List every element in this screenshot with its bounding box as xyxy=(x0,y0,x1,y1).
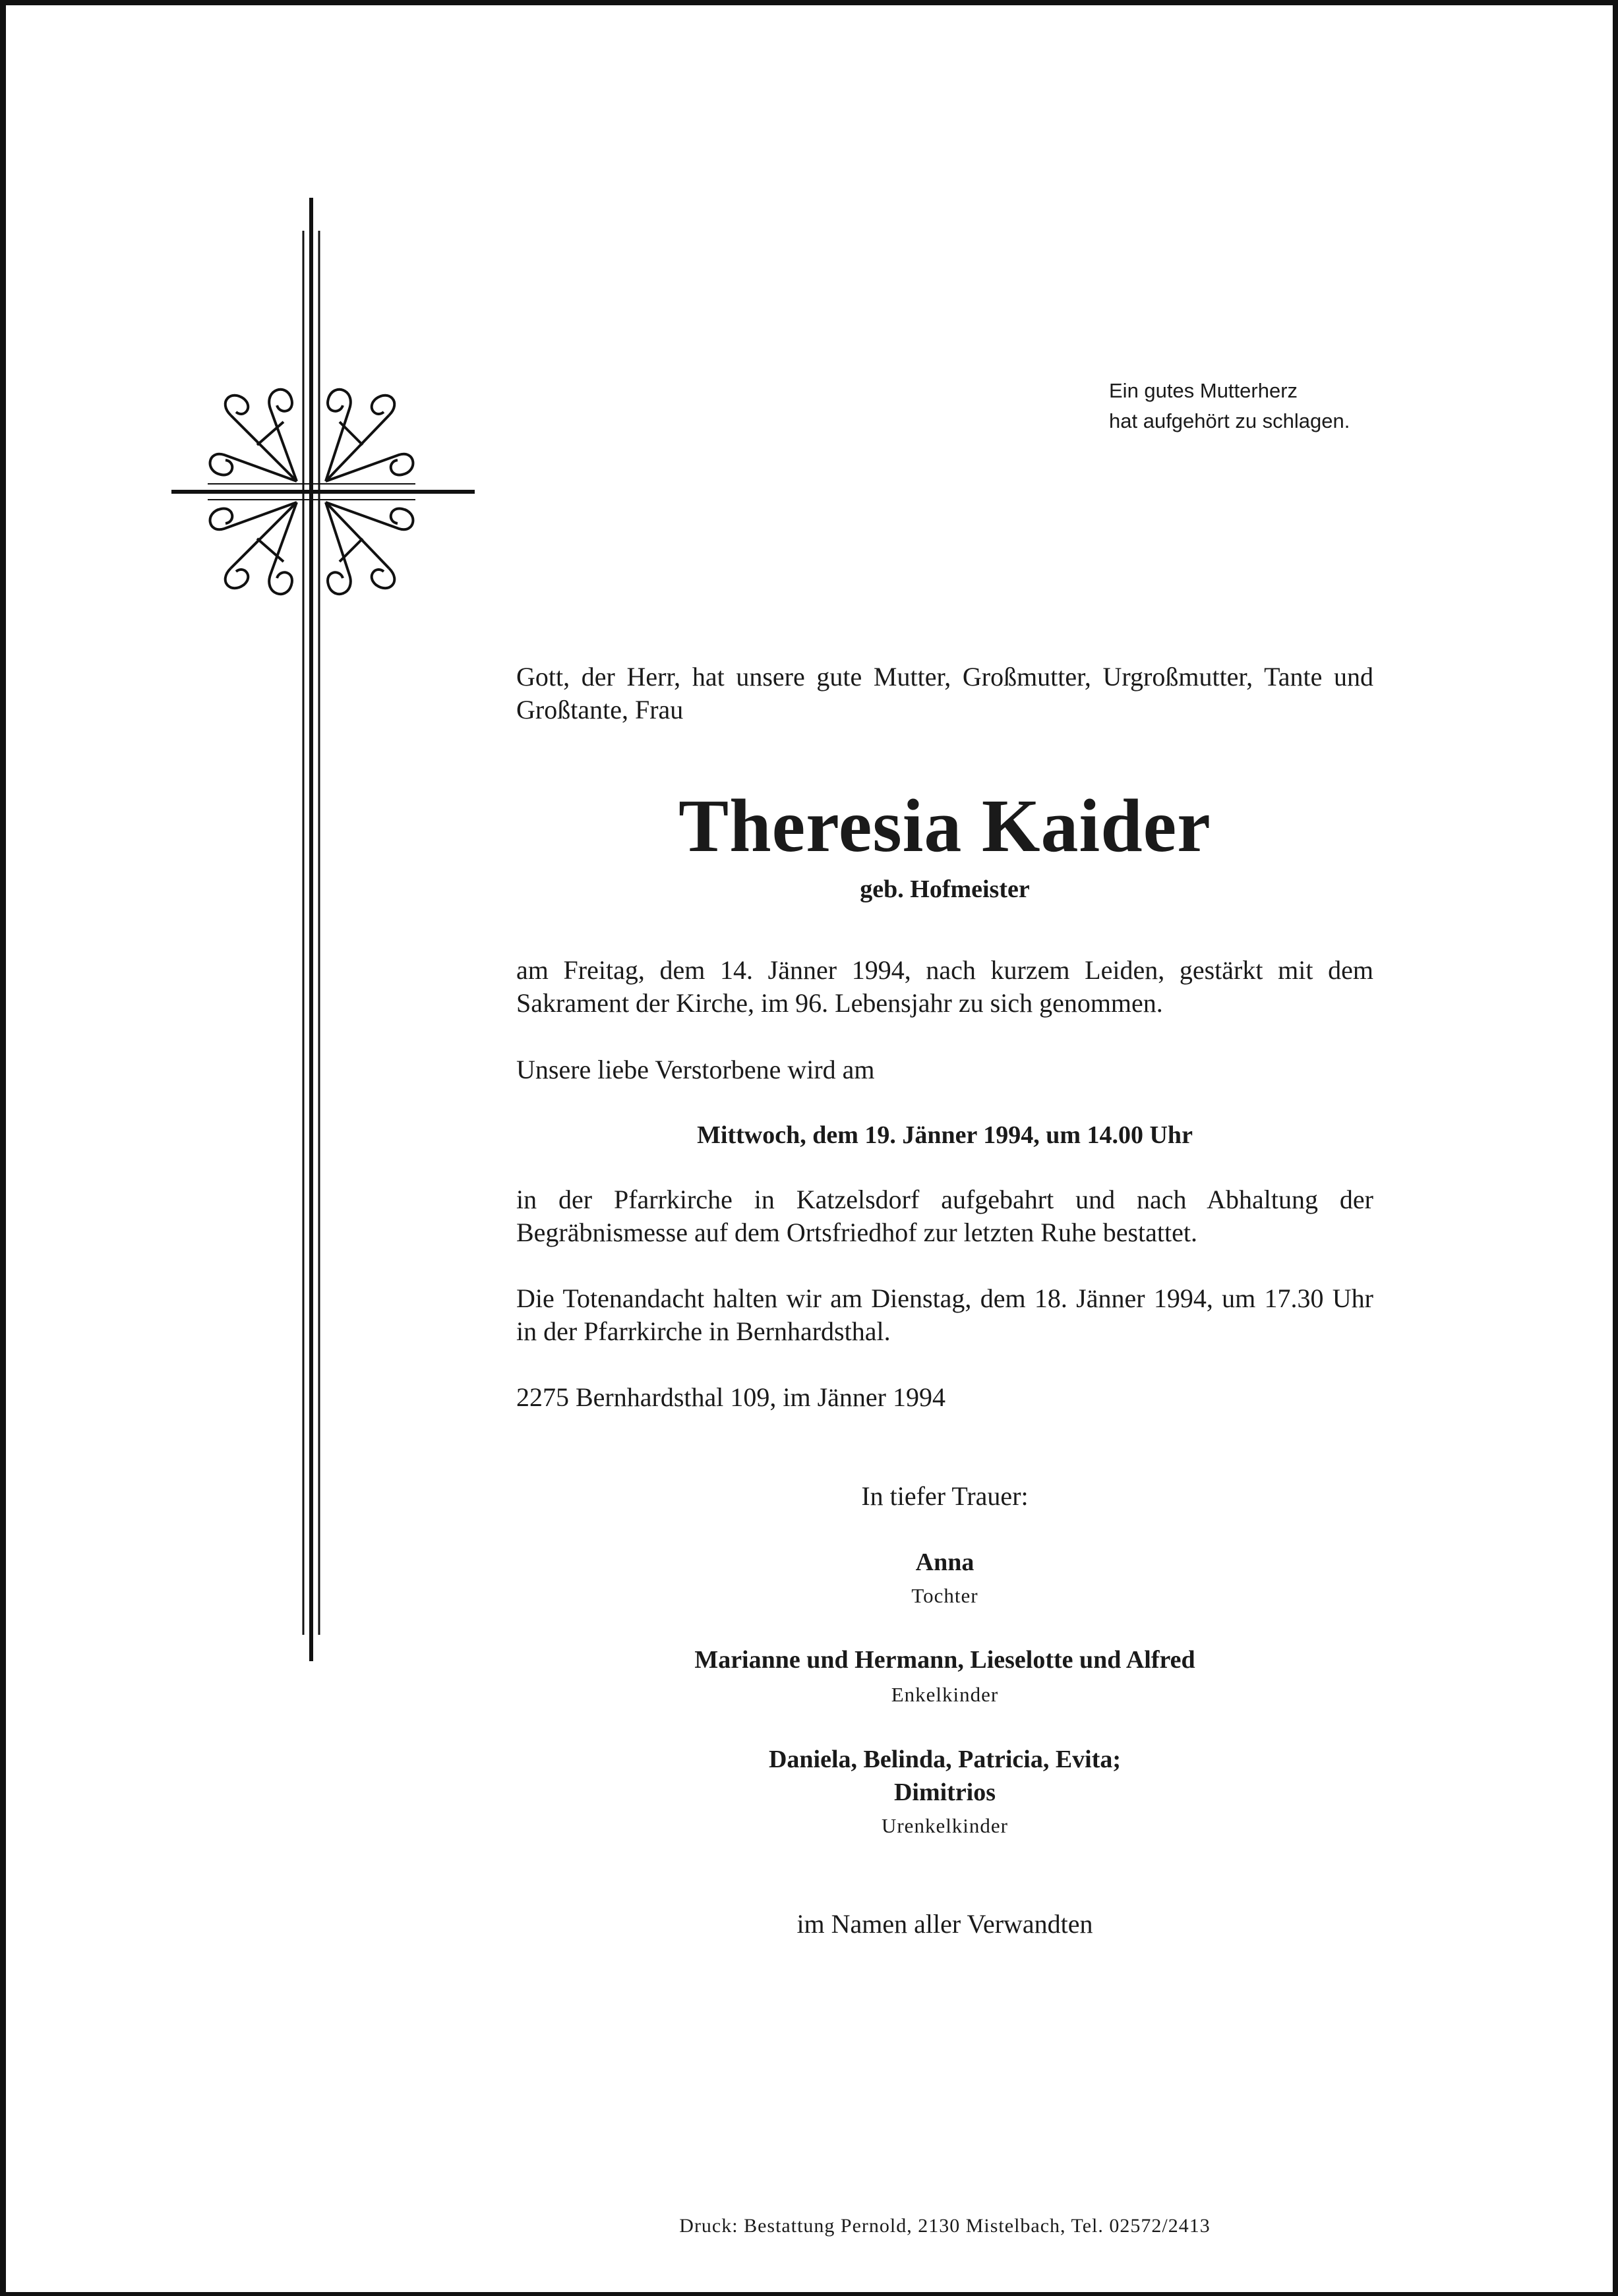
mourning-heading: In tiefer Trauer: xyxy=(861,1481,1029,1511)
mourner-names-line2: Dimitrios xyxy=(893,1779,996,1806)
funeral-details: in der Pfarrkirche in Katzelsdorf aufgebahrt und nach Abhaltung der Begräbnismesse auf dem Ortsfriedhof zur letzten Ruhe bestattet. xyxy=(516,1185,1373,1247)
vigil-notice: Die Totenandacht halten wir am Dienstag, dem 18. Jänner 1994, um 17.30 Uhr in der Pfarrkirche in Bernhardsthal. xyxy=(516,1283,1373,1346)
maiden-name: geb. Hofmeister xyxy=(860,875,1030,903)
page-border-top xyxy=(0,0,1618,5)
page-border-left xyxy=(0,0,6,2296)
mourner-names: Marianne und Hermann, Lieselotte und Alfred xyxy=(694,1646,1195,1674)
funeral-intro: Unsere liebe Verstorbene wird am xyxy=(516,1055,875,1084)
motto-line-1: Ein gutes Mutterherz xyxy=(1109,379,1298,402)
printer-credit: Druck: Bestattung Pernold, 2130 Mistelbach, Tel. 02572/2413 xyxy=(679,2215,1211,2237)
mourner-role: Urenkelkinder xyxy=(881,1814,1009,1837)
page-border-bottom xyxy=(0,2292,1618,2296)
motto xyxy=(1109,376,1350,436)
mourner-role: Enkelkinder xyxy=(891,1683,999,1706)
page-border-right xyxy=(1613,0,1618,2296)
mourner-names: Daniela, Belinda, Patricia, Evita; xyxy=(768,1746,1122,1773)
place-date: 2275 Bernhardsthal 109, im Jänner 1994 xyxy=(516,1382,945,1412)
death-notice: am Freitag, dem 14. Jänner 1994, nach kurzem Leiden, gestärkt mit dem Sakrament der Kirche, im 96. Lebensjahr zu sich genommen. xyxy=(516,955,1373,1018)
mourner-names: Anna xyxy=(915,1548,974,1576)
intro-paragraph: Gott, der Herr, hat unsere gute Mutter, Großmutter, Urgroßmutter, Tante und Großtante, Frau xyxy=(516,662,1373,724)
funeral-date: Mittwoch, dem 19. Jänner 1994, um 14.00 Uhr xyxy=(697,1121,1193,1149)
motto-line-2: hat aufgehört zu schlagen. xyxy=(1109,409,1350,432)
closing-line: im Namen aller Verwandten xyxy=(796,1909,1093,1939)
ornamental-cross-icon xyxy=(145,191,488,1681)
mourner-role: Tochter xyxy=(911,1584,978,1607)
deceased-name: Theresia Kaider xyxy=(678,784,1211,868)
